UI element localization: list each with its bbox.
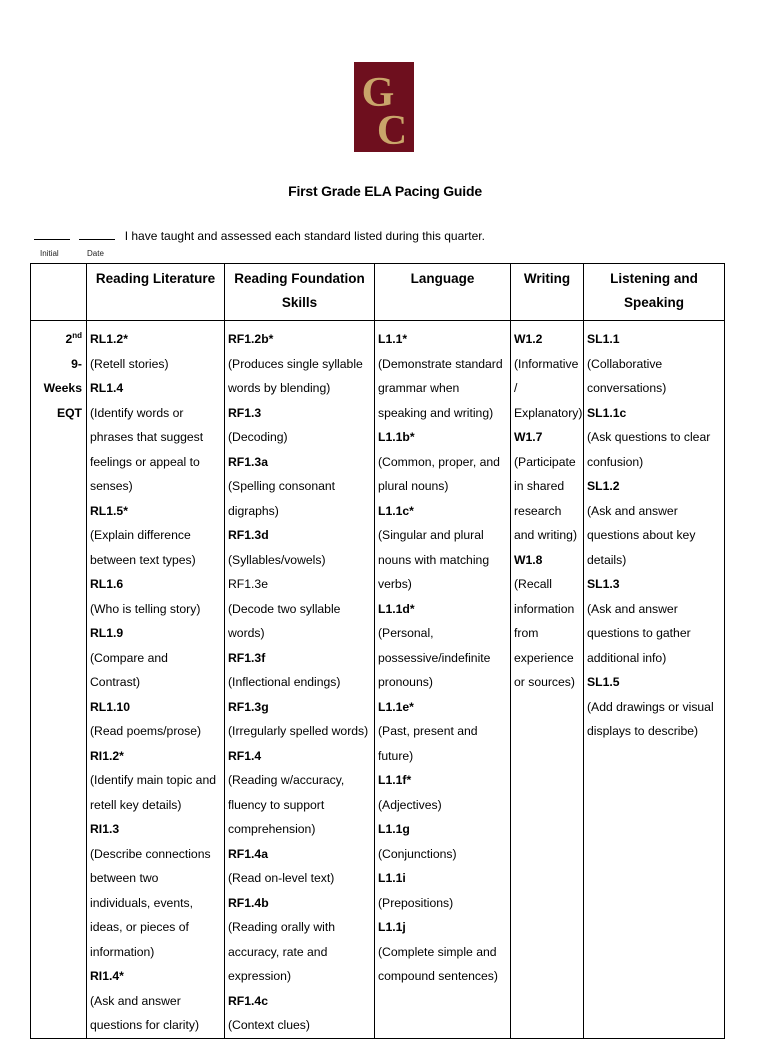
standard-code: SL1.2: [587, 479, 620, 493]
table-row: [31, 321, 725, 1039]
date-blank[interactable]: [79, 229, 115, 240]
standard-code: RL1.4: [90, 381, 124, 395]
standard-code: RF1.3: [228, 405, 262, 420]
svg-text:G: G: [361, 70, 395, 116]
initial-label: Initial: [40, 249, 59, 258]
standard-code: RF1.3d: [228, 528, 269, 542]
page-title: First Grade ELA Pacing Guide: [288, 183, 482, 199]
standard-code: RF1.2b*: [228, 332, 274, 346]
standard-description: (Reading orally with accuracy, rate and expression): [228, 920, 336, 983]
standard-description: (Ask questions to clear confusion): [587, 430, 711, 469]
standard-description: (Context clues): [228, 1018, 310, 1032]
cell-listening-speaking: [584, 321, 725, 1039]
standard-description: (Recall information from experience or sources): [514, 577, 575, 689]
pacing-table: [30, 263, 725, 1039]
standard-description: (Conjunctions): [378, 846, 457, 861]
standard-description: (Ask and answer questions about key details): [587, 503, 696, 567]
standard-description: (Retell stories): [90, 356, 169, 371]
standard-code: RF1.3e: [228, 577, 268, 591]
standard-description: (Irregularly spelled words): [228, 724, 369, 738]
standard-description: (Identify main topic and retell key details): [90, 773, 217, 812]
initial-blank[interactable]: [34, 229, 70, 240]
standard-description: (Ask and answer questions to gather additional info): [587, 601, 691, 665]
standard-description: (Common, proper, and plural nouns): [378, 454, 500, 493]
standard-description: (Participate in shared research and writing): [514, 454, 577, 542]
standard-code: W1.8: [514, 552, 543, 567]
school-logo: [354, 62, 414, 152]
standard-code: L1.1c*: [378, 503, 414, 518]
standard-code: L1.1e*: [378, 699, 414, 714]
standard-code: RF1.4: [228, 748, 262, 763]
standard-description: (Decode two syllable words): [228, 601, 341, 640]
standard-code: SL1.3: [587, 577, 620, 591]
standard-description: (Describe connections between two individuals, events, ideas, or pieces of information): [90, 846, 211, 959]
standard-code: SL1.1: [587, 332, 620, 346]
standard-code: RI1.3: [90, 822, 120, 836]
standard-description: (Prepositions): [378, 895, 454, 910]
standard-description: (Add drawings or visual displays to describe): [587, 699, 714, 738]
standard-description: (Singular and plural nouns with matching verbs): [378, 528, 490, 591]
row-label: [31, 321, 87, 1039]
standard-description: (Read on-level text): [228, 871, 335, 885]
gc-monogram-icon: [354, 62, 414, 152]
row-label-ordinal: 2: [65, 332, 73, 346]
attestation-statement: I have taught and assessed each standard listed during this quarter.: [124, 229, 485, 243]
header-reading-literature: Reading Literature: [87, 264, 225, 321]
standard-code: L1.1i: [378, 871, 406, 885]
standard-description: (Personal, possessive/indefinite pronouns): [378, 626, 491, 689]
header-writing: Writing: [511, 264, 584, 321]
standard-code: W1.2: [514, 332, 543, 346]
standard-code: RL1.10: [90, 699, 130, 714]
standard-description: (Collaborative conversations): [587, 356, 667, 395]
standard-code: RL1.9: [90, 626, 124, 640]
standard-code: RF1.3f: [228, 650, 266, 665]
standard-description: (Explain difference between text types): [90, 528, 196, 567]
standard-description: (Read poems/prose): [90, 724, 202, 738]
cell-reading-literature: [87, 321, 225, 1039]
cell-language: [375, 321, 511, 1039]
standard-description: (Demonstrate standard grammar when speaking and writing): [378, 356, 503, 420]
standard-description: (Produces single syllable words by blending): [228, 356, 363, 395]
standard-description: (Who is telling story): [90, 601, 201, 616]
standard-code: L1.1b*: [378, 430, 415, 444]
standard-description: (Adjectives): [378, 797, 442, 812]
cell-reading-foundation: [225, 321, 375, 1039]
standard-description: (Syllables/vowels): [228, 552, 326, 567]
standard-description: (Complete simple and compound sentences): [378, 944, 498, 983]
standard-code: SL1.5: [587, 675, 620, 689]
standard-code: RF1.4a: [228, 846, 268, 861]
standard-code: L1.1g: [378, 822, 410, 836]
standard-description: (Spelling consonant digraphs): [228, 479, 336, 518]
standard-code: RL1.2*: [90, 332, 128, 346]
standard-code: RF1.3a: [228, 454, 268, 469]
standard-code: RI1.2*: [90, 748, 124, 763]
standard-code: RL1.5*: [90, 503, 128, 518]
standard-code: RF1.4c: [228, 993, 268, 1008]
standard-code: L1.1j: [378, 920, 406, 934]
row-label-line2: 9-Weeks: [43, 356, 82, 395]
standard-code: RF1.3g: [228, 699, 269, 714]
standard-description: (Compare and Contrast): [90, 650, 168, 689]
standard-code: L1.1d*: [378, 601, 415, 616]
header-listening-speaking: Listening and Speaking: [584, 264, 725, 321]
standard-description: (Decoding): [228, 430, 288, 444]
standard-description: (Ask and answer questions for clarity): [90, 993, 200, 1032]
date-label: Date: [87, 249, 104, 258]
standard-code: SL1.1c: [587, 405, 627, 420]
header-language: Language: [375, 264, 511, 321]
standard-code: L1.1f*: [378, 773, 412, 787]
svg-text:C: C: [376, 108, 408, 152]
row-label-suffix: nd: [72, 330, 82, 340]
standard-code: W1.7: [514, 430, 543, 444]
standard-description: (Inflectional endings): [228, 675, 341, 689]
standard-description: (Reading w/accuracy, fluency to support comprehension): [228, 773, 345, 836]
standard-code: L1.1*: [378, 332, 408, 346]
cell-writing: [511, 321, 584, 1039]
table-header-row: [31, 264, 725, 321]
attestation-line: [34, 229, 485, 243]
header-blank: [31, 264, 87, 321]
standard-code: RL1.6: [90, 577, 124, 591]
standard-description: (Informative / Explanatory): [514, 356, 583, 420]
header-reading-foundation: Reading Foundation Skills: [225, 264, 375, 321]
standard-description: (Identify words or phrases that suggest feelings or appeal to senses): [90, 405, 204, 493]
row-label-line3: EQT: [56, 405, 82, 420]
standard-description: (Past, present and future): [378, 724, 478, 763]
standard-code: RI1.4*: [90, 969, 124, 983]
standard-code: RF1.4b: [228, 895, 269, 910]
